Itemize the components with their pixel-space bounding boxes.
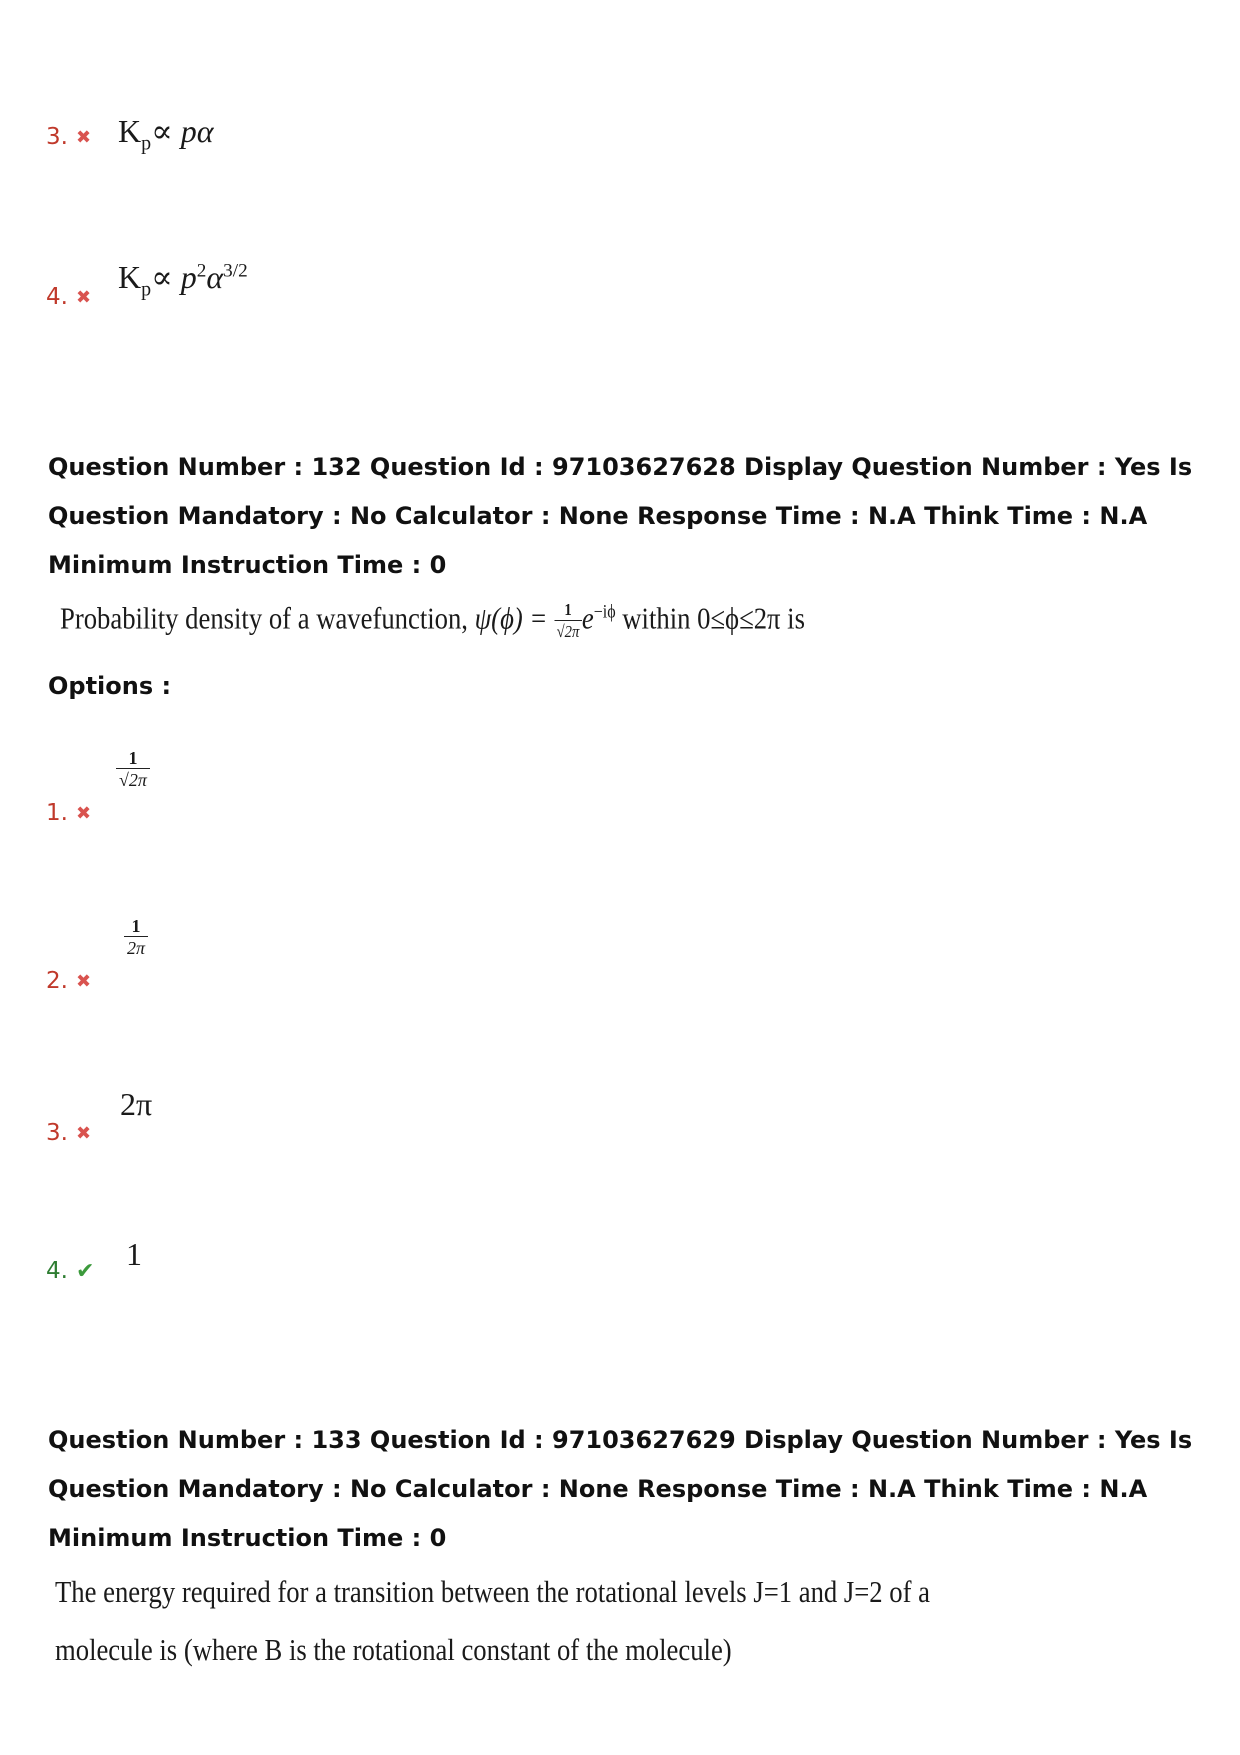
option-formula bbox=[118, 258, 248, 301]
k-symbol: K bbox=[118, 113, 142, 149]
option-number: 4. bbox=[46, 284, 68, 310]
option-formula bbox=[116, 748, 150, 791]
cross-icon: ✖ bbox=[75, 286, 92, 308]
option-2 bbox=[46, 968, 91, 994]
option-number: 3. bbox=[46, 1120, 68, 1146]
option-number: 3. bbox=[46, 124, 68, 150]
fraction-denominator: √2π bbox=[116, 768, 150, 791]
exponential-exponent: −iϕ bbox=[593, 601, 616, 623]
formula-alpha: α bbox=[206, 259, 224, 295]
formula-base: p bbox=[180, 259, 197, 295]
fraction-denominator: 2π bbox=[124, 936, 148, 959]
question-meta: Question Number : 132 Question Id : 97103627628 Display Question Number : Yes Is Question Mandatory : No Calculator : None Response Time : N.A Think Time : N.A Minimum Instruction Time : 0 bbox=[48, 453, 1193, 579]
option-4 bbox=[46, 1258, 94, 1284]
option-formula bbox=[124, 916, 148, 959]
fraction-numerator: 1 bbox=[128, 748, 138, 768]
question-text-part: within 0≤ϕ≤2π is bbox=[615, 600, 805, 636]
options-label: Options : bbox=[48, 672, 172, 700]
exponential-base: e bbox=[581, 600, 594, 636]
question-text-part: Probability density of a wavefunction, bbox=[60, 600, 475, 636]
cross-icon: ✖ bbox=[75, 802, 92, 824]
fraction-denominator: √2π bbox=[554, 620, 582, 643]
k-subscript: p bbox=[141, 278, 152, 301]
formula-exponent: 3/2 bbox=[223, 260, 248, 282]
formula-expression: pα bbox=[180, 113, 214, 149]
option-3 bbox=[46, 1120, 91, 1146]
proportional-symbol: ∝ bbox=[151, 259, 173, 295]
option-formula bbox=[118, 112, 214, 155]
fraction-numerator: 1 bbox=[564, 600, 572, 619]
option-number: 4. bbox=[46, 1258, 68, 1284]
option-1 bbox=[46, 800, 91, 826]
question-text-line-2: molecule is (where B is the rotational constant of the molecule) bbox=[55, 1632, 732, 1667]
option-number: 1. bbox=[46, 800, 68, 826]
option-value: 1 bbox=[126, 1236, 142, 1272]
formula-exponent: 2 bbox=[196, 260, 207, 282]
question-meta: Question Number : 133 Question Id : 97103627629 Display Question Number : Yes Is Question Mandatory : No Calculator : None Response Time : N.A Think Time : N.A Minimum Instruction Time : 0 bbox=[48, 1426, 1193, 1552]
psi-expression: ψ(ϕ) = bbox=[474, 600, 555, 636]
question-text bbox=[60, 600, 805, 643]
fraction bbox=[124, 916, 148, 959]
k-subscript: p bbox=[141, 132, 152, 155]
cross-icon: ✖ bbox=[75, 1122, 92, 1144]
prev-option-4 bbox=[46, 284, 91, 310]
option-number: 2. bbox=[46, 968, 68, 994]
option-value: 2π bbox=[120, 1086, 153, 1122]
cross-icon: ✖ bbox=[75, 970, 92, 992]
prev-option-3 bbox=[46, 124, 91, 150]
proportional-symbol: ∝ bbox=[151, 113, 173, 149]
fraction bbox=[116, 748, 150, 791]
cross-icon: ✖ bbox=[75, 126, 92, 148]
k-symbol: K bbox=[118, 259, 142, 295]
question-text-line-1: The energy required for a transition between the rotational levels J=1 and J=2 of a bbox=[55, 1574, 931, 1609]
fraction bbox=[554, 600, 582, 643]
fraction-numerator: 1 bbox=[131, 916, 141, 936]
check-icon: ✔ bbox=[75, 1258, 95, 1284]
